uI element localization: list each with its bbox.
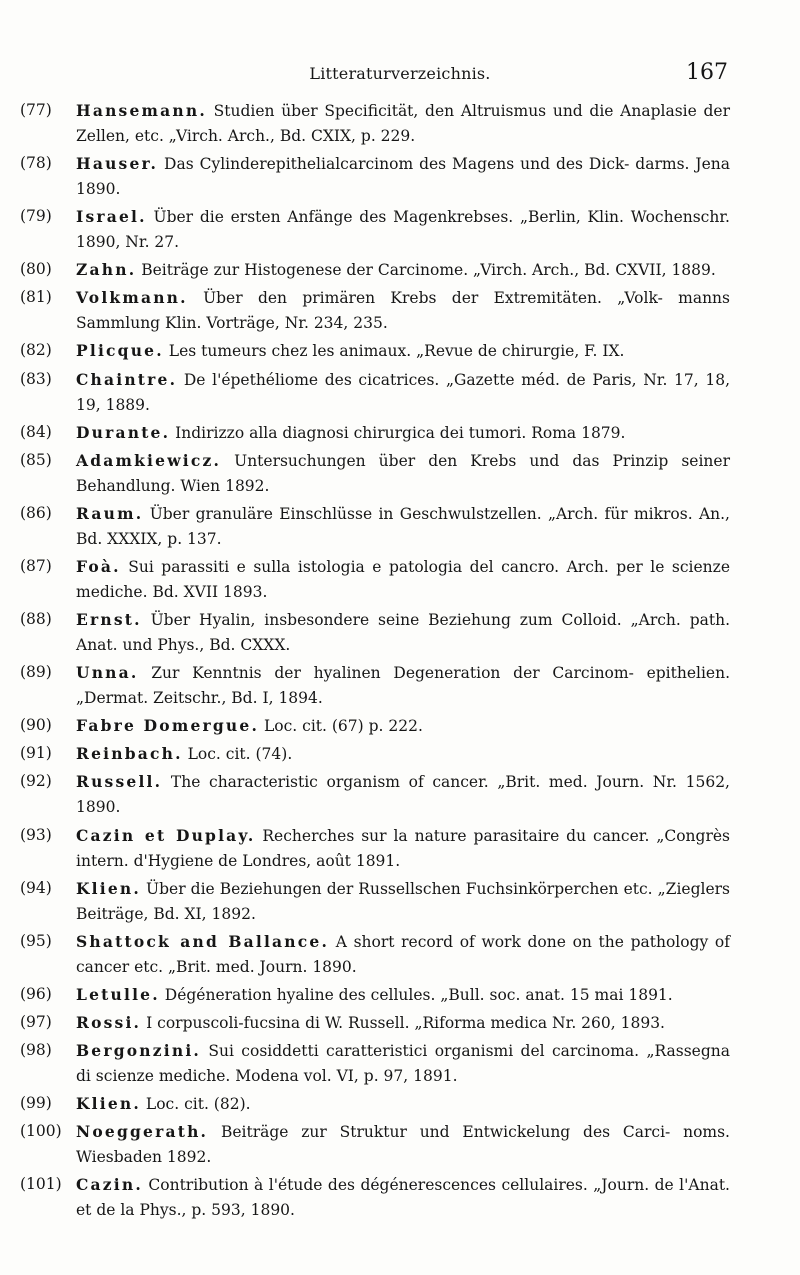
- reference-author: Reinbach.: [76, 744, 183, 764]
- reference-text: The characteristic organism of cancer. „Brit. med. Journ. Nr. 1562, 1890.: [76, 773, 730, 817]
- reference-entry: [20, 607, 730, 658]
- reference-author: Hauser.: [76, 154, 159, 174]
- reference-number: (90): [20, 716, 52, 735]
- reference-author: Hansemann.: [76, 101, 207, 120]
- reference-text: Beiträge zur Histogenese der Carcinome. „Virch. Arch., Bd. CXVII, 1889.: [141, 261, 716, 280]
- reference-author: Letulle.: [76, 984, 160, 1004]
- reference-text: Das Cylinderepithelialcarcinom des Magens und des Dick- darms. Jena 1890.: [76, 155, 730, 199]
- reference-entry: [20, 769, 730, 820]
- reference-entry: [20, 982, 730, 1008]
- reference-entry: [20, 876, 730, 927]
- reference-number: (84): [20, 422, 52, 441]
- reference-author: Rossi.: [76, 1012, 142, 1032]
- reference-number: (83): [20, 369, 52, 388]
- reference-author: Adamkiewicz.: [76, 450, 222, 470]
- reference-number: (99): [20, 1094, 52, 1113]
- reference-number: (101): [20, 1175, 62, 1194]
- reference-number: (86): [20, 503, 52, 522]
- reference-author: Shattock and Ballance.: [76, 931, 330, 951]
- reference-text: Beiträge zur Struktur und Entwickelung des Carci- noms. Wiesbaden 1892.: [76, 1123, 730, 1167]
- reference-text: Dégéneration hyaline des cellules. „Bull. soc. anat. 15 mai 1891.: [164, 985, 673, 1004]
- reference-entry: [20, 929, 730, 980]
- reference-entry: [20, 823, 730, 874]
- page-title: Litteraturverzeichnis.: [309, 64, 491, 83]
- reference-number: (89): [20, 663, 52, 682]
- reference-number: (77): [20, 101, 52, 119]
- reference-text: Über granuläre Einschlüsse in Geschwulstzellen. „Arch. für mikros. An., Bd. XXXIX, p. 137.: [76, 504, 730, 548]
- reference-text: A short record of work done on the pathology of cancer etc. „Brit. med. Journ. 1890.: [76, 932, 730, 976]
- reference-number: (94): [20, 878, 52, 897]
- reference-text: Loc. cit. (67) p. 222.: [263, 717, 423, 736]
- reference-entry: [20, 1038, 730, 1089]
- reference-entry: [20, 501, 730, 552]
- reference-text: Sui cosiddetti caratteristici organismi del carcinoma. „Rassegna di scienze mediche. Modena vol. VI, p. 97, 1891.: [76, 1041, 730, 1085]
- running-head: [0, 58, 800, 92]
- reference-text: Über Hyalin, insbesondere seine Beziehung zum Colloid. „Arch. path. Anat. und Phys., Bd. CXXX.: [76, 611, 730, 655]
- reference-entry: [20, 448, 730, 499]
- reference-author: Foà.: [76, 556, 121, 576]
- reference-number: (98): [20, 1040, 52, 1059]
- reference-entry: [20, 1119, 730, 1170]
- reference-number: (80): [20, 260, 52, 279]
- reference-author: Durante.: [76, 422, 171, 442]
- reference-author: Cazin et Duplay.: [76, 825, 256, 845]
- reference-author: Klien.: [76, 878, 141, 898]
- reference-author: Ernst.: [76, 610, 142, 630]
- reference-author: Plicque.: [76, 341, 164, 361]
- reference-text: Über den primären Krebs der Extremitäten. „Volk- manns Sammlung Klin. Vorträge, Nr. 234, 235.: [76, 289, 730, 333]
- reference-author: Unna.: [76, 663, 139, 683]
- reference-author: Raum.: [76, 503, 144, 523]
- reference-number: (87): [20, 556, 52, 575]
- reference-entry: [20, 1172, 730, 1223]
- reference-entry: [20, 741, 730, 767]
- reference-author: Volkmann.: [76, 288, 188, 308]
- reference-author: Russell.: [76, 772, 163, 792]
- reference-entry: [20, 420, 730, 446]
- reference-entry: [20, 338, 730, 364]
- reference-list: [20, 98, 730, 1225]
- reference-entry: [20, 204, 730, 255]
- reference-author: Fabre Domergue.: [76, 716, 260, 736]
- reference-text: Zur Kenntnis der hyalinen Degeneration der Carcinom- epithelien. „Dermat. Zeitschr., Bd. I, 1894.: [76, 664, 730, 708]
- reference-entry: [20, 660, 730, 711]
- reference-entry: [20, 285, 730, 336]
- reference-entry: [20, 713, 730, 739]
- reference-text: Untersuchungen über den Krebs und das Prinzip seiner Behandlung. Wien 1892.: [76, 451, 730, 495]
- reference-number: (97): [20, 1012, 52, 1031]
- reference-number: (91): [20, 744, 52, 763]
- reference-number: (82): [20, 341, 52, 360]
- reference-number: (88): [20, 610, 52, 629]
- reference-number: (79): [20, 207, 52, 226]
- reference-number: (93): [20, 825, 52, 844]
- reference-text: Recherches sur la nature parasitaire du cancer. „Congrès intern. d'Hygiene de Londres, août 1891.: [76, 826, 730, 870]
- reference-author: Israel.: [76, 207, 147, 227]
- reference-text: Indirizzo alla diagnosi chirurgica dei tumori. Roma 1879.: [175, 423, 626, 442]
- reference-author: Bergonzini.: [76, 1040, 202, 1060]
- reference-entry: [20, 1010, 730, 1036]
- reference-author: Cazin.: [76, 1175, 143, 1195]
- reference-entry: [20, 257, 730, 283]
- reference-author: Noeggerath.: [76, 1122, 209, 1142]
- reference-entry: [20, 1091, 730, 1117]
- reference-text: Contribution à l'étude des dégénerescences cellulaires. „Journ. de l'Anat. et de la Phys., p. 593, 1890.: [76, 1176, 730, 1220]
- reference-text: Les tumeurs chez les animaux. „Revue de chirurgie, F. IX.: [168, 342, 625, 361]
- reference-text: De l'épethéliome des cicatrices. „Gazette méd. de Paris, Nr. 17, 18, 19, 1889.: [76, 370, 730, 414]
- reference-entry: [20, 554, 730, 605]
- reference-entry: [20, 367, 730, 418]
- reference-text: Über die Beziehungen der Russellschen Fuchsinkörperchen etc. „Zieglers Beiträge, Bd. XI, 1892.: [76, 879, 730, 923]
- reference-author: Zahn.: [76, 260, 137, 280]
- reference-entry: [20, 98, 730, 149]
- reference-text: Über die ersten Anfänge des Magenkrebses. „Berlin, Klin. Wochenschr. 1890, Nr. 27.: [76, 208, 730, 252]
- reference-text: Studien über Specificität, den Altruismus und die Anaplasie der Zellen, etc. „Virch. Arch., Bd. CXIX, p. 229.: [76, 102, 730, 145]
- reference-text: Loc. cit. (82).: [145, 1095, 251, 1114]
- reference-number: (85): [20, 450, 52, 469]
- reference-author: Klien.: [76, 1094, 141, 1114]
- page-number: 167: [686, 60, 728, 85]
- reference-text: I corpuscoli-fucsina di W. Russell. „Riforma medica Nr. 260, 1893.: [146, 1013, 665, 1032]
- reference-number: (100): [20, 1122, 62, 1141]
- reference-number: (96): [20, 984, 52, 1003]
- reference-number: (81): [20, 288, 52, 307]
- reference-number: (95): [20, 931, 52, 950]
- reference-text: Loc. cit. (74).: [187, 745, 293, 764]
- reference-number: (92): [20, 772, 52, 791]
- reference-text: Sui parassiti e sulla istologia e patologia del cancro. Arch. per le scienze mediche. Bd. XVII 1893.: [76, 557, 730, 601]
- reference-number: (78): [20, 154, 52, 173]
- reference-entry: [20, 151, 730, 202]
- reference-author: Chaintre.: [76, 369, 178, 389]
